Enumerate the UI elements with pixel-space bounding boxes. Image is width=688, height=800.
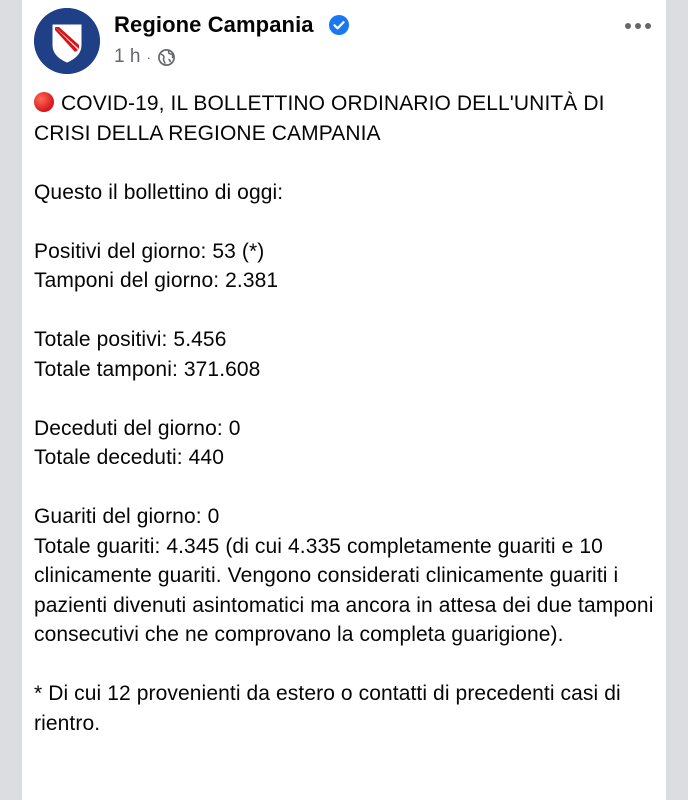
post-header: [22, 0, 666, 80]
intro-text: Questo il bollettino di oggi:: [34, 180, 284, 204]
red-circle-icon: [34, 92, 54, 112]
more-options-icon[interactable]: [620, 12, 656, 40]
totale-deceduti: Totale deceduti: 440: [34, 446, 224, 469]
post-meta: [114, 46, 176, 68]
tamponi-giorno: Tamponi del giorno: 2.381: [34, 269, 279, 292]
positivi-giorno: Positivi del giorno: 53 (*): [34, 239, 265, 263]
headline-text: COVID-19, IL BOLLETTINO ORDINARIO DELL'UNITÀ DI CRISI DELLA REGIONE CAMPANIA: [34, 92, 605, 145]
totale-guariti: Totale guariti: 4.345 (di cui 4.335 completamente guariti e 10 clinicamente guariti. Vengono considerati clinicamente guariti i pazienti divenuti asintomatici ma ancora in attesa dei due tamponi consecutivi che ne comprovano la completa guarigione).: [34, 534, 654, 646]
footnote: * Di cui 12 provenienti da estero o contatti di precedenti casi di rientro.: [34, 682, 621, 735]
page-name[interactable]: Regione Campania: [114, 12, 314, 37]
post-time[interactable]: 1 h: [114, 46, 141, 67]
post-body: [34, 89, 658, 738]
meta-separator: ·: [146, 49, 152, 65]
facebook-post: [22, 0, 666, 800]
globe-icon[interactable]: [157, 48, 176, 67]
guariti-giorno: Guariti del giorno: 0: [34, 505, 220, 528]
page-avatar[interactable]: [34, 8, 100, 74]
verified-badge-icon: [328, 14, 350, 36]
totale-tamponi: Totale tamponi: 371.608: [34, 357, 261, 381]
deceduti-giorno: Deceduti del giorno: 0: [34, 416, 241, 440]
headline: [34, 89, 658, 148]
regione-campania-logo: [34, 8, 100, 74]
totale-positivi: Totale positivi: 5.456: [34, 328, 227, 351]
